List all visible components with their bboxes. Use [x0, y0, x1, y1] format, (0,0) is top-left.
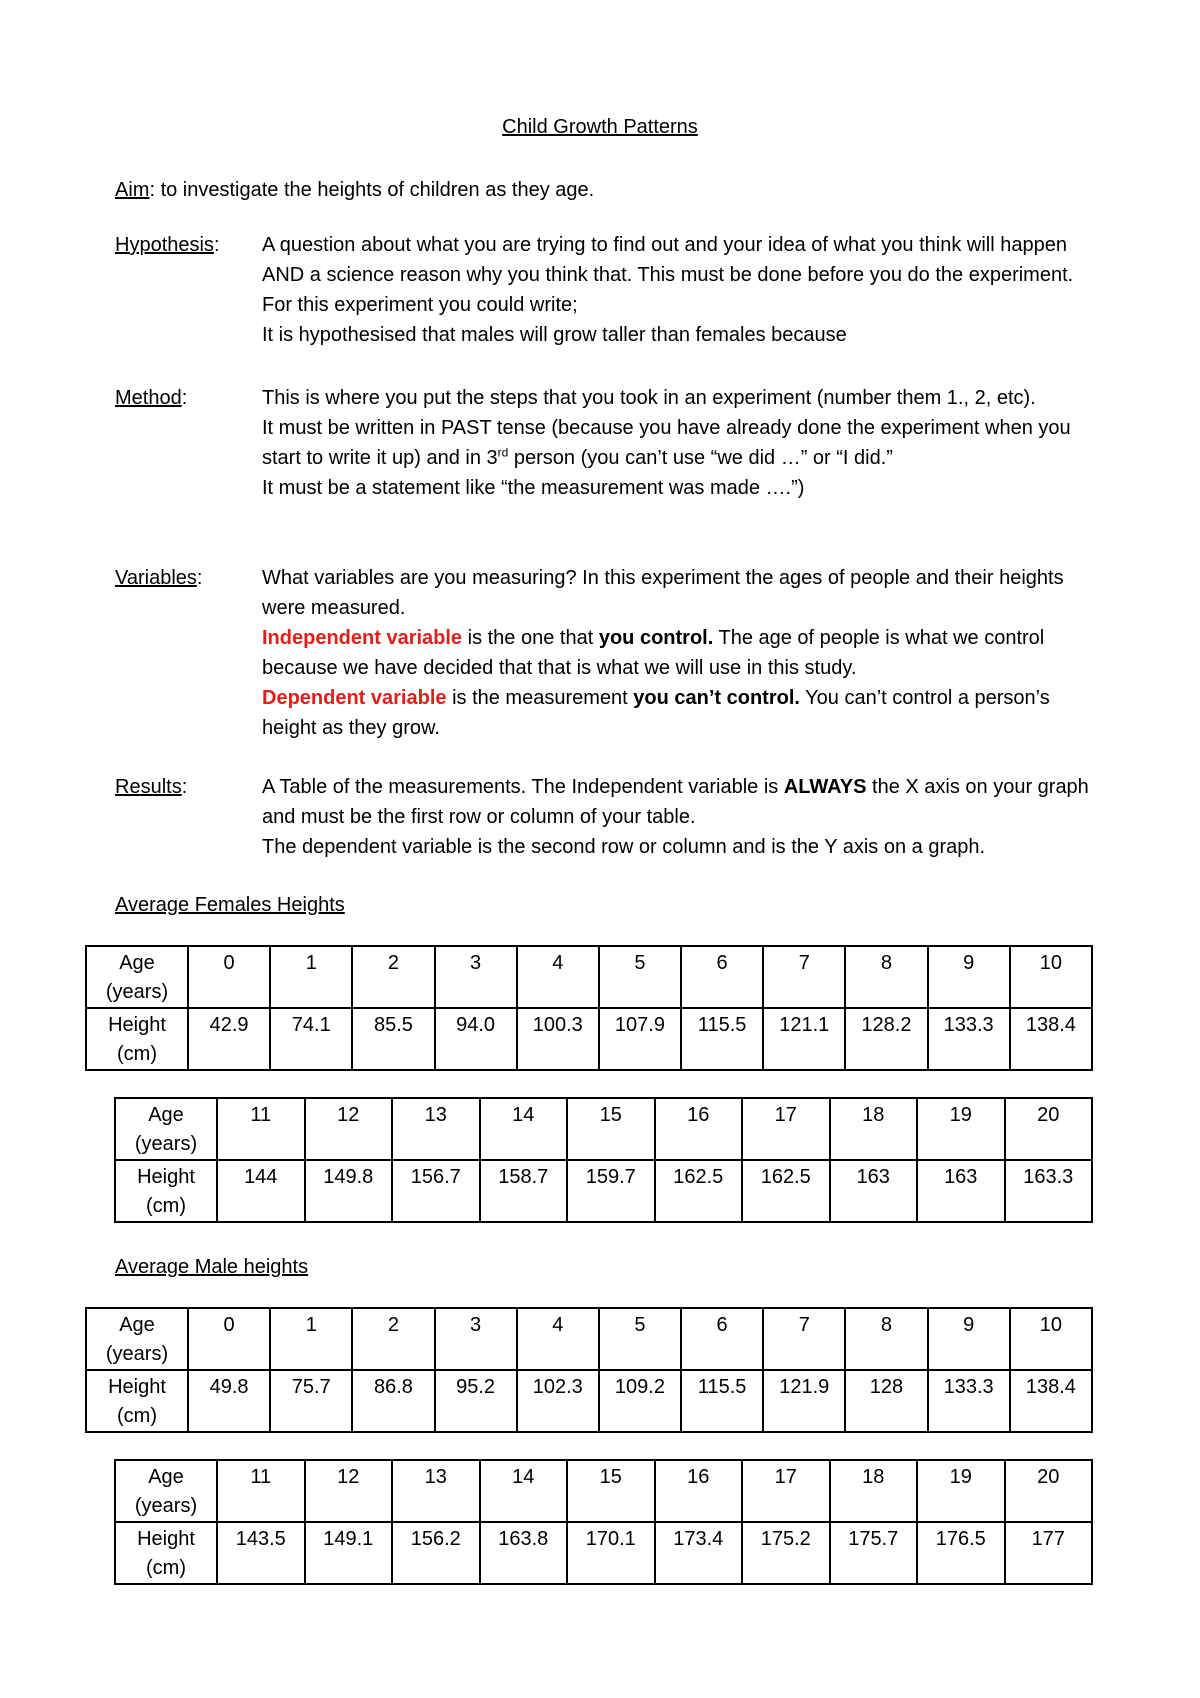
hypothesis-line-2: It is hypothesised that males will grow taller than females because — [262, 324, 847, 346]
height-cell: 175.7 — [830, 1522, 918, 1584]
males-table-2 — [114, 1459, 1093, 1585]
age-cell: 2 — [352, 1308, 434, 1370]
hypothesis-colon: : — [213, 234, 220, 256]
height-cell: 133.3 — [928, 1370, 1010, 1432]
table-row — [86, 1008, 1092, 1070]
variables-body — [262, 563, 1102, 743]
results-line-2: The dependent variable is the second row or column and is the Y axis on a graph. — [262, 836, 986, 858]
age-cell: 17 — [742, 1460, 830, 1522]
age-cell: 13 — [392, 1098, 480, 1160]
age-cell: 8 — [845, 1308, 927, 1370]
age-cell: 11 — [217, 1098, 305, 1160]
height-cell: 144 — [217, 1160, 305, 1222]
age-cell: 6 — [681, 946, 763, 1008]
height-cell: 75.7 — [270, 1370, 352, 1432]
females-heading — [115, 893, 345, 917]
independent-variable-text — [262, 623, 1102, 683]
age-cell: 9 — [928, 946, 1010, 1008]
age-cell: 8 — [845, 946, 927, 1008]
height-cell: 163 — [917, 1160, 1005, 1222]
age-cell: 14 — [480, 1460, 568, 1522]
dependent-variable-text — [262, 683, 1102, 743]
height-cell: 94.0 — [435, 1008, 517, 1070]
method-line-2b: person (you can’t use “we did …” or “I did.” — [508, 447, 893, 469]
height-header: Height (cm) — [115, 1522, 217, 1584]
males-heading-text: Average Male heights — [115, 1256, 309, 1278]
aim-section — [115, 175, 594, 205]
method-line-3: It must be a statement like “the measurement was made ….”) — [262, 477, 805, 499]
method-line-2-sup: rd — [497, 445, 509, 460]
hypothesis-label-wrap — [115, 230, 255, 260]
age-cell: 3 — [435, 1308, 517, 1370]
height-cell: 107.9 — [599, 1008, 681, 1070]
height-cell: 162.5 — [742, 1160, 830, 1222]
variables-label: Variables — [115, 567, 197, 589]
age-cell: 1 — [270, 1308, 352, 1370]
table-row — [86, 946, 1092, 1008]
variables-label-wrap — [115, 563, 255, 593]
height-cell: 133.3 — [928, 1008, 1010, 1070]
age-header: Age (years) — [86, 1308, 188, 1370]
height-cell: 138.4 — [1010, 1008, 1092, 1070]
age-cell: 14 — [480, 1098, 568, 1160]
age-cell: 15 — [567, 1098, 655, 1160]
aim-text: : to investigate the heights of children as they age. — [149, 179, 595, 201]
age-cell: 16 — [655, 1098, 743, 1160]
height-header: Height (cm) — [115, 1160, 217, 1222]
table-row — [115, 1460, 1092, 1522]
table-row — [86, 1370, 1092, 1432]
method-label-wrap — [115, 383, 255, 413]
method-line-2a: It must be written in PAST tense (because you have already done the experiment when you start to write it up) and in 3 — [262, 417, 1071, 469]
age-cell: 11 — [217, 1460, 305, 1522]
height-cell: 158.7 — [480, 1160, 568, 1222]
height-cell: 49.8 — [188, 1370, 270, 1432]
height-cell: 163.8 — [480, 1522, 568, 1584]
females-table-2 — [114, 1097, 1093, 1223]
age-cell: 17 — [742, 1098, 830, 1160]
hypothesis-line-1: A question about what you are trying to find out and your idea of what you think will happen AND a science reason why you think that. This must be done before you do the experiment. For this experiment you could write; — [262, 234, 1074, 316]
method-body — [262, 383, 1102, 503]
age-cell: 2 — [352, 946, 434, 1008]
age-cell: 0 — [188, 946, 270, 1008]
age-cell: 15 — [567, 1460, 655, 1522]
results-label-wrap — [115, 772, 255, 802]
dep-rest: You can’t control a person’s height as they grow. — [262, 687, 1050, 739]
height-cell: 121.9 — [763, 1370, 845, 1432]
results-body — [262, 772, 1102, 862]
height-cell: 128.2 — [845, 1008, 927, 1070]
age-cell: 7 — [763, 1308, 845, 1370]
males-table-1 — [85, 1307, 1093, 1433]
age-header: Age (years) — [115, 1098, 217, 1160]
results-colon: : — [181, 776, 188, 798]
height-cell: 85.5 — [352, 1008, 434, 1070]
method-line-1: This is where you put the steps that you took in an experiment (number them 1., 2, etc). — [262, 387, 1036, 409]
males-heading — [115, 1255, 308, 1279]
indep-bold: you control. — [598, 627, 714, 649]
height-cell: 149.1 — [305, 1522, 393, 1584]
females-table-1 — [85, 945, 1093, 1071]
height-cell: 159.7 — [567, 1160, 655, 1222]
height-cell: 102.3 — [517, 1370, 599, 1432]
age-cell: 12 — [305, 1098, 393, 1160]
hypothesis-body — [262, 230, 1102, 350]
results-line-1b: the X axis on your graph and must be the first row or column of your table. — [262, 776, 1089, 828]
height-cell: 175.2 — [742, 1522, 830, 1584]
height-cell: 156.2 — [392, 1522, 480, 1584]
method-colon: : — [181, 387, 188, 409]
females-heading-text: Average Females Heights — [115, 894, 345, 916]
dependent-variable-term: Dependent variable — [262, 687, 447, 709]
age-cell: 13 — [392, 1460, 480, 1522]
height-header: Height (cm) — [86, 1370, 188, 1432]
age-cell: 19 — [917, 1098, 1005, 1160]
height-cell: 162.5 — [655, 1160, 743, 1222]
age-cell: 6 — [681, 1308, 763, 1370]
age-cell: 4 — [517, 1308, 599, 1370]
height-cell: 42.9 — [188, 1008, 270, 1070]
age-cell: 12 — [305, 1460, 393, 1522]
age-cell: 5 — [599, 946, 681, 1008]
height-cell: 138.4 — [1010, 1370, 1092, 1432]
results-label: Results — [115, 776, 182, 798]
results-line-1a: A Table of the measurements. The Independent variable is — [262, 776, 784, 798]
age-cell: 4 — [517, 946, 599, 1008]
table-row — [86, 1308, 1092, 1370]
height-cell: 100.3 — [517, 1008, 599, 1070]
height-cell: 115.5 — [681, 1008, 763, 1070]
age-cell: 20 — [1005, 1460, 1093, 1522]
variables-colon: : — [196, 567, 203, 589]
age-cell: 18 — [830, 1098, 918, 1160]
height-cell: 143.5 — [217, 1522, 305, 1584]
age-header: Age (years) — [115, 1460, 217, 1522]
age-cell: 7 — [763, 946, 845, 1008]
results-line-1 — [262, 772, 1102, 832]
age-header: Age (years) — [86, 946, 188, 1008]
height-header: Height (cm) — [86, 1008, 188, 1070]
height-cell: 176.5 — [917, 1522, 1005, 1584]
age-cell: 16 — [655, 1460, 743, 1522]
age-cell: 10 — [1010, 1308, 1092, 1370]
height-cell: 177 — [1005, 1522, 1093, 1584]
age-cell: 0 — [188, 1308, 270, 1370]
age-cell: 9 — [928, 1308, 1010, 1370]
age-cell: 1 — [270, 946, 352, 1008]
height-cell: 86.8 — [352, 1370, 434, 1432]
height-cell: 173.4 — [655, 1522, 743, 1584]
table-row — [115, 1160, 1092, 1222]
indep-mid: is the one that — [462, 627, 599, 649]
table-row — [115, 1098, 1092, 1160]
height-cell: 128 — [845, 1370, 927, 1432]
age-cell: 5 — [599, 1308, 681, 1370]
indep-rest: The age of people is what we control because we have decided that that is what we will use in this study. — [262, 627, 1045, 679]
independent-variable-term: Independent variable — [262, 627, 463, 649]
height-cell: 156.7 — [392, 1160, 480, 1222]
age-cell: 20 — [1005, 1098, 1093, 1160]
age-cell: 18 — [830, 1460, 918, 1522]
method-label: Method — [115, 387, 182, 409]
page-title — [0, 115, 1200, 139]
height-cell: 115.5 — [681, 1370, 763, 1432]
aim-label: Aim — [115, 179, 150, 201]
height-cell: 95.2 — [435, 1370, 517, 1432]
height-cell: 163.3 — [1005, 1160, 1093, 1222]
results-always: ALWAYS — [783, 776, 867, 798]
height-cell: 149.8 — [305, 1160, 393, 1222]
height-cell: 163 — [830, 1160, 918, 1222]
age-cell: 10 — [1010, 946, 1092, 1008]
height-cell: 121.1 — [763, 1008, 845, 1070]
hypothesis-label: Hypothesis — [115, 234, 214, 256]
height-cell: 109.2 — [599, 1370, 681, 1432]
title-text: Child Growth Patterns — [502, 116, 698, 138]
height-cell: 74.1 — [270, 1008, 352, 1070]
dep-mid: is the measurement — [446, 687, 634, 709]
variables-intro: What variables are you measuring? In this experiment the ages of people and their heights were measured. — [262, 567, 1064, 619]
table-row — [115, 1522, 1092, 1584]
age-cell: 19 — [917, 1460, 1005, 1522]
dep-bold: you can’t control. — [633, 687, 800, 709]
method-line-2 — [262, 413, 1102, 473]
height-cell: 170.1 — [567, 1522, 655, 1584]
age-cell: 3 — [435, 946, 517, 1008]
